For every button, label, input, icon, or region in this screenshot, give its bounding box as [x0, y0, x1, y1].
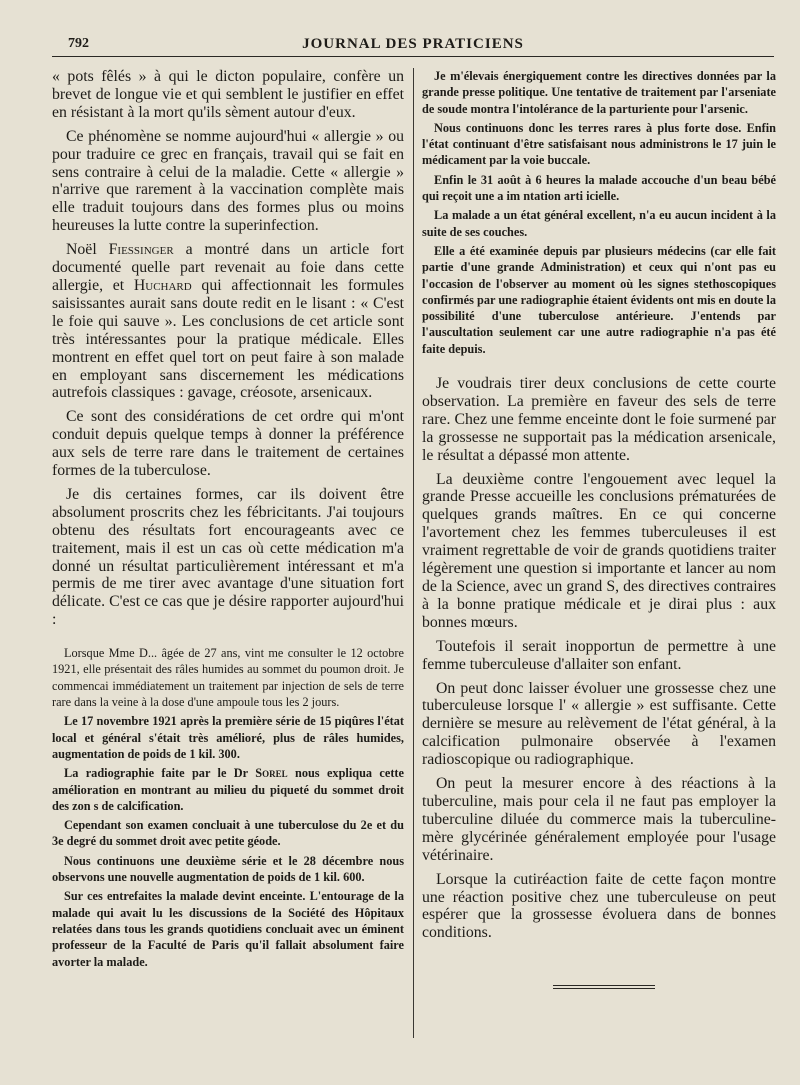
paragraph: On peut la mesurer encore à des réactions à la tuberculine, mais pour cela il ne faut pas employer la tuberculine diluée du commerce mais la tuberculine-mère glycérinée généralement employée pour l'usage vétérinaire.	[422, 775, 776, 864]
paragraph: Ce sont des considérations de cet ordre qui m'ont conduit depuis quelque temps à donner la préférence aux sels de terre rare dans le traitement de certaines formes de la tuberculose.	[52, 408, 404, 480]
paragraph: Je voudrais tirer deux conclusions de cette courte observation. La première en faveur des sels de terre rare. Chez une femme enceinte dont le foie surmené par la grossesse ne supportait pas la médication arsenicale, le résultat a dépassé mon attente.	[422, 375, 776, 464]
paragraph: La deuxième contre l'engouement avec lequel la grande Presse accueille les conclusions prématurées de quelques grands maîtres. En ce qui concerne l'avortement chez les femmes tuberculeuses il est vraiment regrettable de voir de grands quotidiens traiter légèrement une question si importante et lancer au nom de la Science, avec un grand S, des directives contraires à la bonne pratique médicale et je dirai plus : aux bonnes mœurs.	[422, 470, 776, 631]
case-paragraph: La malade a un état général excellent, n'a eu aucun incident à la suite de ses couches.	[422, 208, 776, 239]
case-paragraph: Nous continuons donc les terres rares à plus forte dose. Enfin l'état continuant d'être satisfaisant nous administrons le 17 juin le médicament par la voie buccale.	[422, 120, 776, 168]
case-paragraph: Sur ces entrefaites la malade devint enceinte. L'entourage de la malade qui avait lu les discussions de la Société des Hôpitaux relatées dans tous les grands quotidiens concluait avec un éminent professeur de la Faculté de Paris qu'il fallait absolument faire avorter la malade.	[52, 889, 404, 969]
column-divider	[413, 68, 414, 1038]
right-column	[422, 68, 776, 942]
case-paragraph: Lorsque Mme D... âgée de 27 ans, vint me consulter le 12 octobre 1921, elle présentait des râles humides au sommet du poumon droit. Je commencai immédiatement un traitement par injection de sels de terre rare dans la veine à la dose d'une ampoule tous les 2 jours.	[52, 646, 404, 710]
author-name: Fiessinger	[108, 241, 174, 259]
author-name: Huchard	[133, 276, 192, 294]
page-header	[52, 30, 774, 57]
paragraph: Lorsque la cutiréaction faite de cette façon montre une réaction positive chez une tuberculeuse on peut espérer que la grossesse évoluera dans de bonnes conditions.	[422, 870, 776, 942]
paragraph: Je dis certaines formes, car ils doivent être absolument proscrits chez les fébricitants. J'ai toujours obtenu des résultats fort encourageants avec ce traitement, mais il est un cas où cette médication m'a donné un résultat particulièrement intéressant et m'a permis de me tirer avec avantage d'une situation fort délicate. C'est ce cas que je désire rapporter aujourd'hui :	[52, 485, 404, 629]
case-paragraph: Le 17 novembre 1921 après la première série de 15 piqûres l'état local et général s'était très amélioré, plus de râles humides, augmentation de poids de 1 kil. 300.	[52, 714, 404, 761]
paragraph: « pots fêlés » à qui le dicton populaire, confère un brevet de longue vie et qui semblent le justifier en effet en résistant à la mort qu'ils sèment autour d'eux.	[52, 68, 404, 121]
paragraph: On peut donc laisser évoluer une grossesse chez une tuberculeuse lorsque l' « allergie » est suffisante. Cette dernière se mesure au relèvement de l'état général, à la calcification pulmonaire observée à l'examen radioscopique ou radiographique.	[422, 679, 776, 769]
paragraph: Ce phénomène se nomme aujourd'hui « allergie » ou pour traduire ce grec en français, travail qui se fait en sens contraire à celui de la maladie. Cette « allergie » n'arrive que rarement à la vaccination complète mais elle traduit toujours dans des formes plus ou moins heureuses la lutte contre la superinfection.	[52, 127, 404, 235]
left-column	[52, 68, 404, 970]
author-name: Sorel	[255, 766, 288, 781]
journal-title: JOURNAL DES PRATICIENS	[302, 36, 524, 52]
paragraph: Toutefois il serait inopportun de permettre à une femme tuberculeuse d'allaiter son enfant.	[422, 637, 776, 673]
case-paragraph: Nous continuons une deuxième série et le 28 décembre nous observons une nouvelle augmentation de poids de 1 kil. 600.	[52, 853, 404, 885]
case-paragraph: Je m'élevais énergiquement contre les directives données par la grande presse politique. Une tentative de traitement par l'arseniate de soude montra l'intolérance de la parturiente pour l'arsenic.	[422, 69, 776, 116]
case-paragraph: Elle a été examinée depuis par plusieurs médecins (car elle fait partie d'une grande Administration) et ceux qui n'ont pas eu l'occasion de l'observer au moment où les signes stethoscopiques confirmés par une radiographie étaient évidents ont mis en doute la possibilité d'une tuberculose antérieure. J'entends par l'auscultation seulement car une autre radiographie n'a pas été faite depuis.	[422, 243, 776, 356]
end-separator	[553, 985, 655, 989]
case-paragraph: Cependant son examen concluait à une tuberculose du 2e et du 3e degré du sommet droit avec petite géode.	[52, 818, 404, 849]
paragraph: Noël Fiessinger a montré dans un article fort documenté quelle part revenait au foie dans cette allergie, et Huchard qui affectionnait les formules saisissantes aurait sans doute redit en le lisant : « C'est le foie qui sauve ». Les conclusions de cet article sont très intéressantes pour la pratique médicale. Elles montrent en effet quel tort on peut faire à son malade en employant sans discernement les médications autrefois classiques : gavage, créosote, arsenicaux.	[52, 241, 404, 402]
case-paragraph: La radiographie faite par le Dr Sorel nous expliqua cette amélioration en montrant au milieu du piqueté du sommet droit des zon s de calcification.	[52, 766, 404, 813]
page-number: 792	[68, 36, 89, 51]
case-paragraph: Enfin le 31 août à 6 heures la malade accouche d'un beau bébé qui reçoit une a im ntation arti icielle.	[422, 172, 776, 204]
